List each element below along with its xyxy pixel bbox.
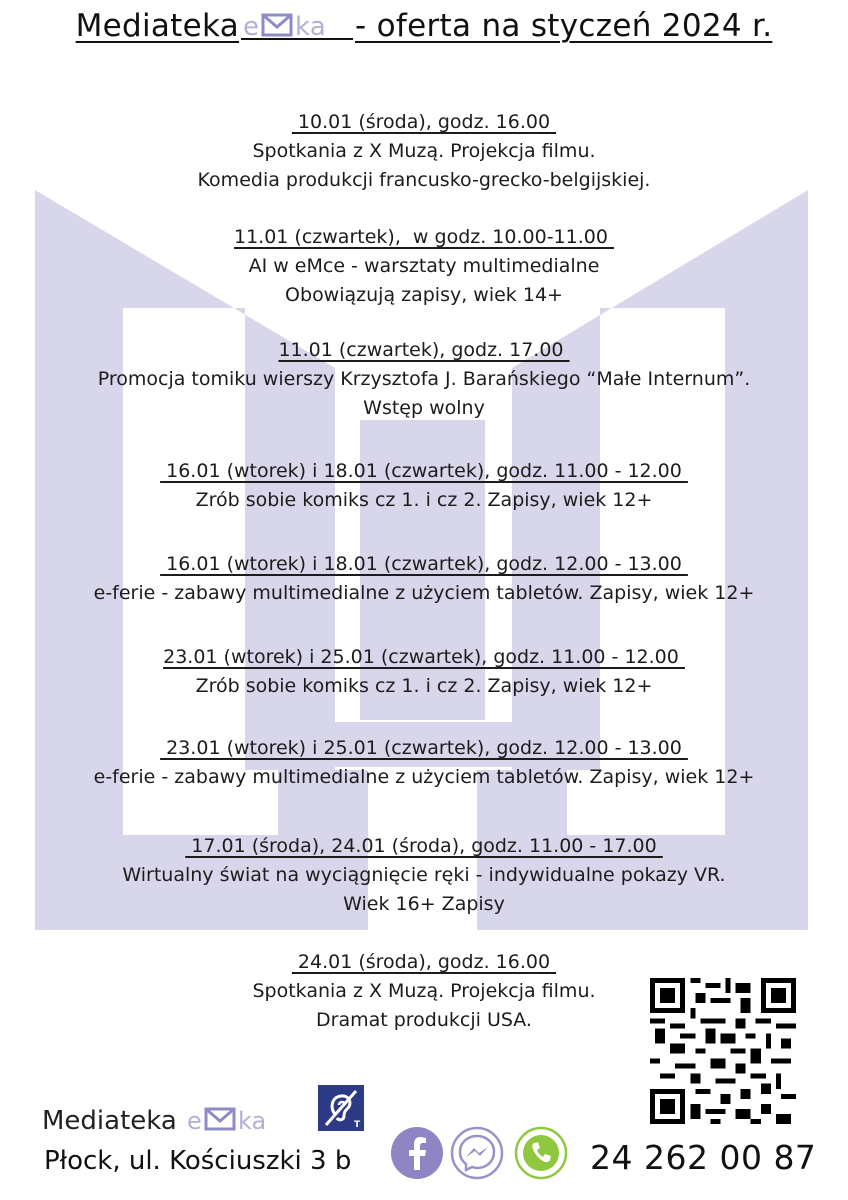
event-date: 24.01 (środa), godz. 16.00 bbox=[291, 951, 557, 973]
event-7 bbox=[0, 734, 848, 792]
event-date: 16.01 (wtorek) i 18.01 (czwartek), godz. 11.00 - 12.00 bbox=[160, 460, 688, 482]
qr-code[interactable] bbox=[650, 978, 796, 1124]
title-part2: - oferta na styczeń 2024 r. bbox=[355, 8, 773, 44]
messenger-icon[interactable] bbox=[450, 1126, 504, 1180]
event-date: 11.01 (czwartek), w godz. 10.00-11.00 bbox=[234, 226, 614, 248]
footer-emka-logo bbox=[187, 1105, 293, 1140]
event-line: Wiek 16+ Zapisy bbox=[343, 893, 505, 915]
event-line: Zrób sobie komiks cz 1. i cz 2. Zapisy, wiek 12+ bbox=[195, 675, 653, 697]
event-date: 11.01 (czwartek), godz. 17.00 bbox=[278, 339, 570, 361]
phone-number[interactable]: 24 262 00 87 bbox=[590, 1138, 817, 1177]
hearing-loop-icon bbox=[318, 1085, 364, 1131]
svg-text:e: e bbox=[187, 1107, 202, 1133]
event-6 bbox=[0, 643, 848, 701]
event-line: Promocja tomiku wierszy Krzysztofa J. Barańskiego “Małe Internum”. bbox=[97, 368, 751, 390]
event-line: e-ferie - zabawy multimedialne z użyciem tabletów. Zapisy, wiek 12+ bbox=[93, 582, 755, 604]
event-line: Spotkania z X Muzą. Projekcja filmu. bbox=[252, 980, 596, 1002]
event-line: Spotkania z X Muzą. Projekcja filmu. bbox=[252, 140, 596, 162]
title-part1: Mediateka bbox=[75, 8, 240, 44]
event-line: Wstęp wolny bbox=[363, 397, 485, 419]
event-5 bbox=[0, 550, 848, 608]
footer-name-text: Mediateka bbox=[42, 1106, 177, 1136]
footer-address: Płock, ul. Kościuszki 3 b bbox=[44, 1146, 352, 1176]
svg-text:ka: ka bbox=[238, 1107, 267, 1133]
facebook-icon[interactable] bbox=[390, 1126, 444, 1180]
event-8 bbox=[0, 832, 848, 919]
page-title bbox=[0, 8, 848, 48]
event-line: Dramat produkcji USA. bbox=[316, 1009, 532, 1031]
event-date: 16.01 (wtorek) i 18.01 (czwartek), godz. 12.00 - 13.00 bbox=[160, 553, 688, 575]
deaf-icon-letter: T bbox=[354, 1120, 361, 1130]
event-date: 10.01 (środa), godz. 16.00 bbox=[291, 111, 557, 133]
event-3 bbox=[0, 336, 848, 423]
svg-text:e: e bbox=[243, 12, 260, 40]
event-line: Wirtualny świat na wyciągnięcie ręki - indywidualne pokazy VR. bbox=[122, 864, 726, 886]
event-date: 17.01 (środa), 24.01 (środa), godz. 11.00 - 17.00 bbox=[185, 835, 663, 857]
phone-icon[interactable] bbox=[514, 1126, 568, 1180]
event-line: Komedia produkcji francusko-grecko-belgijskiej. bbox=[197, 169, 651, 191]
event-1 bbox=[0, 108, 848, 195]
event-2 bbox=[0, 223, 848, 310]
event-line: Zrób sobie komiks cz 1. i cz 2. Zapisy, wiek 12+ bbox=[195, 489, 653, 511]
svg-text:ka: ka bbox=[295, 12, 327, 40]
emka-logo bbox=[241, 10, 353, 48]
event-date: 23.01 (wtorek) i 25.01 (czwartek), godz. 12.00 - 13.00 bbox=[160, 737, 688, 759]
footer-name bbox=[42, 1105, 295, 1140]
event-line: Obowiązują zapisy, wiek 14+ bbox=[285, 284, 563, 306]
event-4 bbox=[0, 457, 848, 515]
event-line: AI w eMce - warsztaty multimedialne bbox=[248, 255, 600, 277]
event-date: 23.01 (wtorek) i 25.01 (czwartek), godz. 11.00 - 12.00 bbox=[163, 646, 685, 668]
event-line: e-ferie - zabawy multimedialne z użyciem tabletów. Zapisy, wiek 12+ bbox=[93, 766, 755, 788]
